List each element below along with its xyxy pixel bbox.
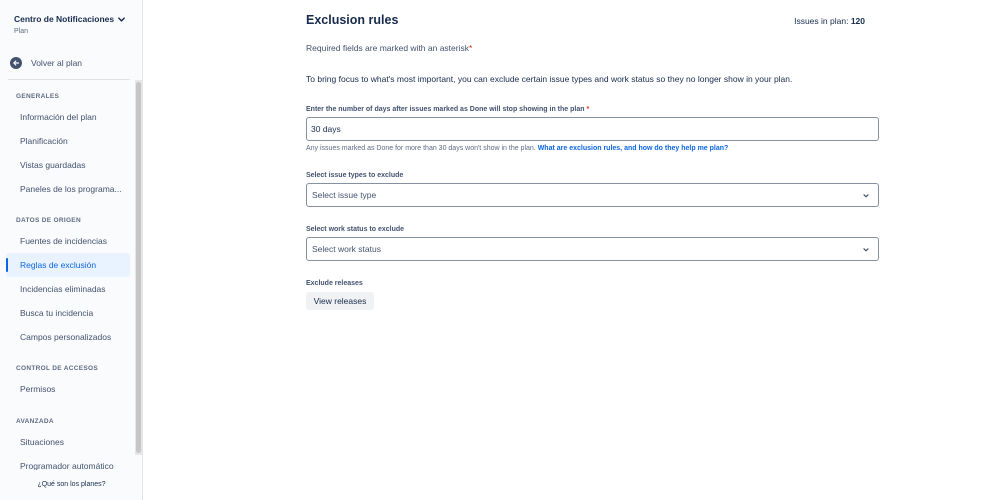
sidebar-item-permissions[interactable]: Permisos (20, 384, 56, 394)
sidebar (0, 0, 143, 500)
arrow-left-icon (10, 57, 22, 69)
days-label (306, 106, 589, 113)
section-heading-generales: GENERALES (16, 93, 60, 100)
days-helper-text (306, 145, 728, 152)
required-asterisk: * (586, 106, 590, 113)
project-name: Centro de Notificaciones (14, 14, 115, 24)
chevron-down-icon (862, 246, 870, 254)
sidebar-item-removed-issues[interactable]: Incidencias eliminadas (20, 284, 106, 294)
back-label: Volver al plan (31, 58, 83, 68)
main-content (306, 0, 880, 500)
intro-text: To bring focus to what's most important, you can exclude certain issue types and work status so they no longer show in your plan. (306, 74, 793, 84)
sidebar-item-saved-views[interactable]: Vistas guardadas (20, 160, 86, 170)
sidebar-item-scenarios[interactable]: Situaciones (20, 437, 64, 447)
page-title: Exclusion rules (306, 13, 399, 27)
days-input[interactable] (306, 117, 879, 141)
days-input-value: 30 days (311, 124, 341, 134)
sidebar-item-exclusion-rules[interactable]: Reglas de exclusión (6, 253, 130, 277)
work-status-placeholder: Select work status (312, 244, 381, 254)
required-fields-note (306, 43, 472, 53)
sidebar-item-planning[interactable]: Planificación (20, 136, 68, 146)
scrollbar-thumb[interactable] (136, 82, 141, 453)
issues-in-plan-label: Issues in plan: (794, 16, 849, 26)
days-label-text: Enter the number of days after issues marked as Done will stop showing in the plan (306, 106, 585, 113)
section-heading-advanced: AVANZADA (16, 418, 54, 425)
view-releases-button[interactable]: View releases (306, 292, 374, 310)
work-status-label: Select work status to exclude (306, 226, 405, 233)
issues-in-plan (794, 16, 865, 26)
sidebar-item-program-boards[interactable]: Paneles de los programa... (20, 184, 122, 194)
required-note-text: Required fields are marked with an asterisk (306, 43, 469, 53)
sidebar-item-plan-info[interactable]: Información del plan (20, 112, 97, 122)
sidebar-scrollbar[interactable] (135, 80, 142, 455)
back-to-plan-link[interactable] (10, 56, 82, 70)
issue-type-placeholder: Select issue type (312, 190, 377, 200)
work-status-select[interactable] (306, 237, 879, 261)
issue-type-select[interactable] (306, 183, 879, 207)
exclude-releases-label: Exclude releases (306, 280, 363, 287)
chevron-down-icon[interactable] (117, 15, 126, 24)
required-asterisk: * (469, 43, 473, 53)
issues-in-plan-count: 120 (850, 16, 865, 26)
issue-types-label: Select issue types to exclude (306, 172, 404, 179)
what-are-plans-link[interactable]: ¿Qué son los planes? (37, 481, 106, 488)
sidebar-item-auto-scheduler[interactable]: Programador automático (20, 461, 114, 470)
sidebar-item-custom-fields[interactable]: Campos personalizados (20, 332, 112, 342)
chevron-down-icon (862, 192, 870, 200)
section-heading-access-control: CONTROL DE ACCESOS (16, 365, 98, 372)
days-helper-note: Any issues marked as Done for more than 30 days won't show in the plan. (306, 145, 536, 152)
exclusion-rules-help-link[interactable]: What are exclusion rules, and how do they help me plan? (537, 145, 729, 152)
sidebar-item-find-issue[interactable]: Busca tu incidencia (20, 308, 94, 318)
sidebar-item-issue-sources[interactable]: Fuentes de incidencias (20, 236, 107, 246)
project-type: Plan (14, 28, 29, 35)
project-header[interactable] (14, 14, 132, 35)
section-heading-source-data: DATOS DE ORIGEN (16, 217, 81, 224)
nav-menu (0, 80, 143, 470)
